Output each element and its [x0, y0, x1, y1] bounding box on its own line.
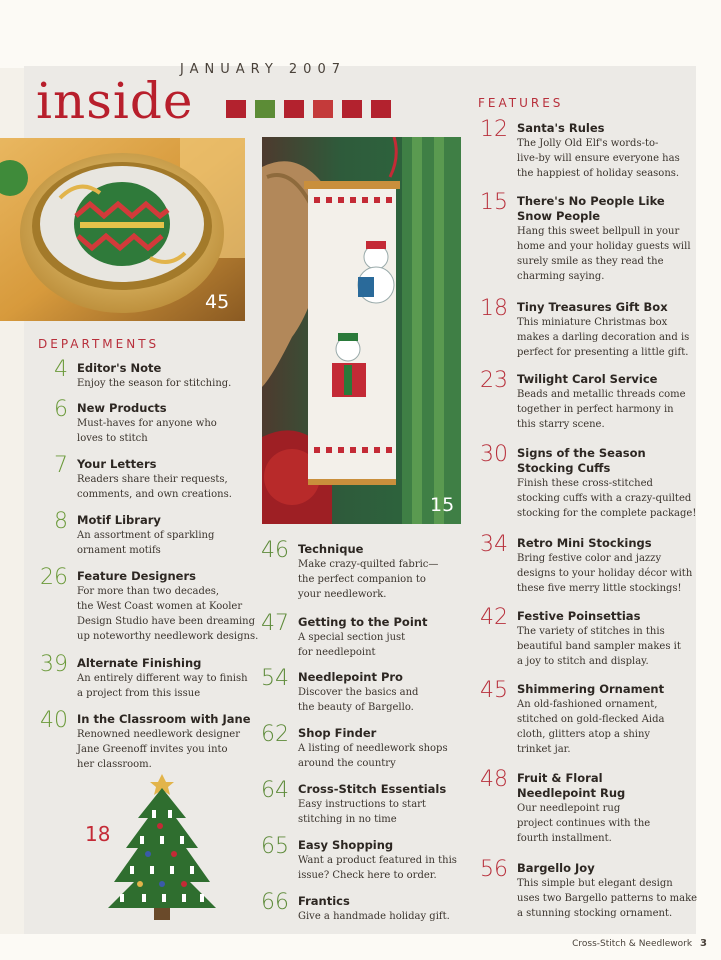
department-entry[interactable] [34, 708, 264, 772]
entry-title: Motif Library [77, 513, 161, 527]
entry-page-number: 4 [54, 357, 68, 382]
entry-title: Twilight Carol Service [517, 372, 658, 386]
entry-description: the happiest of holiday seasons. [517, 168, 680, 179]
entry-description: charming saying. [517, 271, 605, 282]
entry-title: Shop Finder [298, 726, 377, 740]
entry-description: A special section just [298, 632, 406, 643]
entry-description: Jane Greenoff invites you into [77, 744, 228, 755]
entry-title: Snow People [517, 209, 601, 223]
square-icon [284, 100, 304, 118]
entry-description: Hang this sweet bellpull in your [517, 226, 680, 237]
entry-description: An old-fashioned ornament, [517, 699, 658, 710]
entry-page-number: 47 [261, 611, 289, 636]
department-entry[interactable] [34, 397, 254, 446]
departments-heading: DEPARTMENTS [38, 337, 160, 351]
photo-page-number: 15 [430, 494, 455, 516]
entry-description: For more than two decades, [77, 586, 220, 597]
entry-page-number: 26 [40, 565, 68, 590]
entry-description: stitched on gold-flecked Aida [517, 714, 665, 725]
entry-description: Finish these cross-stitched [517, 478, 653, 489]
entry-description: live-by will ensure everyone has [517, 153, 680, 164]
square-icon [226, 100, 246, 118]
department-entry[interactable] [34, 509, 254, 558]
entry-page-number: 34 [480, 532, 508, 557]
entry-description: a project from this issue [77, 688, 201, 699]
entry-description: her classroom. [77, 759, 152, 770]
entry-title: Fruit & Floral [517, 771, 603, 785]
entry-page-number: 56 [480, 857, 508, 882]
entry-description: a stunning stocking ornament. [517, 908, 673, 919]
entry-description: Must-haves for anyone who [77, 418, 217, 429]
entry-description: designs to your holiday décor with [517, 568, 693, 579]
entry-description: Renowned needlework designer [77, 729, 240, 740]
entry-title: Signs of the Season [517, 446, 646, 460]
photo-page-number: 45 [205, 291, 230, 313]
entry-page-number: 15 [480, 190, 508, 215]
entry-page-number: 64 [261, 778, 289, 803]
ornament-jar-photo[interactable] [0, 138, 245, 321]
entry-page-number: 62 [261, 722, 289, 747]
entry-description: for needlepoint [298, 647, 376, 658]
entry-description: surely smile as they read the [517, 256, 664, 267]
tree-image [102, 770, 222, 922]
entry-description: stocking cuffs with a crazy-quilted [517, 493, 692, 504]
entry-page-number: 8 [54, 509, 68, 534]
decorative-squares [226, 100, 391, 118]
entry-page-number: 6 [54, 397, 68, 422]
department-entry[interactable] [34, 652, 264, 701]
feature-entry[interactable] [474, 605, 704, 669]
entry-title: There's No People Like [517, 194, 665, 208]
entry-description: up noteworthy needlework designs. [77, 631, 259, 642]
entry-description: Make crazy-quilted fabric— [298, 559, 439, 570]
entry-description: this starry scene. [517, 419, 605, 430]
entry-title: Alternate Finishing [77, 656, 202, 670]
entry-page-number: 30 [480, 442, 508, 467]
feature-entry[interactable] [474, 767, 704, 846]
entry-description: these five merry little stockings! [517, 583, 682, 594]
entry-title: Needlepoint Pro [298, 670, 403, 684]
square-icon [371, 100, 391, 118]
entry-page-number: 46 [261, 538, 289, 563]
square-icon [313, 100, 333, 118]
entry-title: Bargello Joy [517, 861, 595, 875]
entry-description: A listing of needlework shops [298, 743, 448, 754]
department-entry[interactable] [34, 357, 254, 391]
entry-description: home and your holiday guests will [517, 241, 691, 252]
entry-title: Easy Shopping [298, 838, 394, 852]
entry-title: Technique [298, 542, 364, 556]
feature-entry[interactable] [474, 442, 704, 521]
entry-description: beautiful band sampler makes it [517, 641, 681, 652]
entry-page-number: 65 [261, 834, 289, 859]
department-entry[interactable] [34, 453, 254, 502]
square-icon [342, 100, 362, 118]
entry-description: stocking for the complete package! [517, 508, 697, 519]
entry-description: around the country [298, 758, 396, 769]
entry-description: stitching in no time [298, 814, 397, 825]
entry-title: Frantics [298, 894, 350, 908]
entry-description: the West Coast women at Kooler [77, 601, 243, 612]
entry-title: In the Classroom with Jane [77, 712, 251, 726]
entry-description: together in perfect harmony in [517, 404, 674, 415]
entry-title: Festive Poinsettias [517, 609, 641, 623]
entry-description: makes a darling decoration and is [517, 332, 690, 343]
middle-entry[interactable] [255, 890, 465, 924]
entry-page-number: 48 [480, 767, 508, 792]
entry-description: Easy instructions to start [298, 799, 426, 810]
snowman-bellpull-photo[interactable] [262, 137, 461, 524]
tree-page-number: 18 [85, 822, 111, 846]
entry-description: loves to stitch [77, 433, 148, 444]
entry-page-number: 40 [40, 708, 68, 733]
entry-page-number: 12 [480, 117, 508, 142]
entry-description: An assortment of sparkling [77, 530, 215, 541]
entry-title: New Products [77, 401, 167, 415]
entry-description: Discover the basics and [298, 687, 419, 698]
entry-description: Enjoy the season for stitching. [77, 378, 232, 389]
entry-description: Our needlepoint rug [517, 803, 621, 814]
magazine-name: Cross-Stitch & Needlework [572, 939, 693, 949]
entry-description: a joy to stitch and display. [517, 656, 649, 667]
department-entry[interactable] [34, 565, 264, 644]
middle-entry[interactable] [255, 666, 465, 715]
feature-entry[interactable] [474, 190, 694, 284]
entry-description: issue? Check here to order. [298, 870, 437, 881]
entry-page-number: 66 [261, 890, 289, 915]
entry-title: Cross-Stitch Essentials [298, 782, 447, 796]
entry-description: Bring festive color and jazzy [517, 553, 662, 564]
entry-description: your needlework. [298, 589, 387, 600]
feature-entry[interactable] [474, 857, 704, 921]
snowman-bellpull-image [262, 137, 461, 524]
entry-description: cloth, glitters atop a shiny [517, 729, 651, 740]
entry-description: This simple but elegant design [517, 878, 673, 889]
entry-description: project continues with the [517, 818, 651, 829]
page-number: 3 [700, 938, 707, 949]
entry-title: Santa's Rules [517, 121, 605, 135]
entry-title: Feature Designers [77, 569, 196, 583]
entry-title: Editor's Note [77, 361, 162, 375]
entry-description: the beauty of Bargello. [298, 702, 414, 713]
feature-entry[interactable] [474, 117, 694, 181]
entry-description: Beads and metallic threads come [517, 389, 686, 400]
entry-description: fourth installment. [517, 833, 612, 844]
feature-entry[interactable] [474, 678, 704, 757]
page-title: inside [36, 72, 194, 130]
feature-entry[interactable] [474, 368, 694, 432]
square-icon [255, 100, 275, 118]
feature-entry[interactable] [474, 296, 694, 360]
entry-description: the perfect companion to [298, 574, 426, 585]
entry-page-number: 7 [54, 453, 68, 478]
entry-page-number: 54 [261, 666, 289, 691]
entry-description: This miniature Christmas box [517, 317, 668, 328]
christmas-tree-motif[interactable] [102, 770, 222, 922]
entry-page-number: 23 [480, 368, 508, 393]
entry-title: Your Letters [77, 457, 157, 471]
middle-entry[interactable] [255, 722, 465, 771]
middle-entry[interactable] [255, 611, 465, 660]
middle-entry[interactable] [255, 538, 465, 602]
middle-entry[interactable] [255, 834, 465, 883]
entry-description: comments, and own creations. [77, 489, 232, 500]
features-heading: FEATURES [478, 96, 564, 110]
entry-page-number: 45 [480, 678, 508, 703]
entry-title: Stocking Cuffs [517, 461, 611, 475]
page-footer [572, 938, 707, 949]
entry-description: Design Studio have been dreaming [77, 616, 255, 627]
middle-entry[interactable] [255, 778, 465, 827]
entry-description: uses two Bargello patterns to make [517, 893, 698, 904]
entry-title: Needlepoint Rug [517, 786, 626, 800]
entry-description: trinket jar. [517, 744, 571, 755]
entry-description: Readers share their requests, [77, 474, 228, 485]
feature-entry[interactable] [474, 532, 704, 596]
entry-description: perfect for presenting a little gift. [517, 347, 689, 358]
entry-description: Give a handmade holiday gift. [298, 911, 450, 922]
entry-page-number: 42 [480, 605, 508, 630]
entry-title: Getting to the Point [298, 615, 428, 629]
entry-title: Tiny Treasures Gift Box [517, 300, 668, 314]
entry-title: Shimmering Ornament [517, 682, 665, 696]
entry-description: Want a product featured in this [298, 855, 457, 866]
entry-description: The variety of stitches in this [517, 626, 665, 637]
entry-page-number: 39 [40, 652, 68, 677]
entry-description: An entirely different way to finish [77, 673, 248, 684]
entry-description: ornament motifs [77, 545, 161, 556]
entry-page-number: 18 [480, 296, 508, 321]
issue-date: JANUARY 2007 [180, 62, 346, 77]
entry-title: Retro Mini Stockings [517, 536, 652, 550]
entry-description: The Jolly Old Elf's words-to- [517, 138, 659, 149]
